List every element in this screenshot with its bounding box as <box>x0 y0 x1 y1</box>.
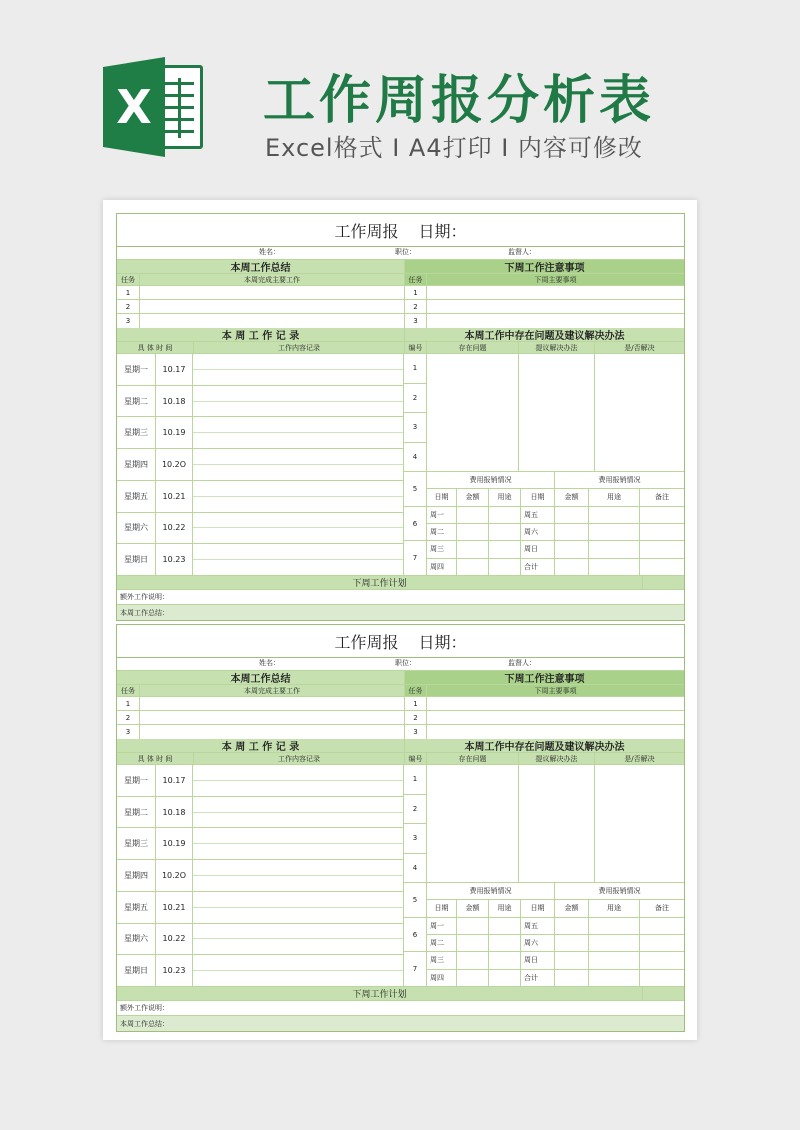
expense-cell[interactable] <box>457 918 489 934</box>
task-cell[interactable] <box>427 725 684 739</box>
issue-num: 4 <box>412 863 418 872</box>
task-row <box>117 725 684 739</box>
time-label: 具 体 时 间 <box>117 342 194 353</box>
solved-label: 是/否解决 <box>595 342 684 353</box>
expense-cell[interactable] <box>589 952 640 968</box>
task-cell[interactable] <box>427 286 684 299</box>
expense-row <box>427 559 684 575</box>
task-cell[interactable] <box>140 314 405 328</box>
date-label: 日期： <box>418 221 467 241</box>
extra-note-label[interactable]: 额外工作说明： <box>120 1004 169 1012</box>
expense-day-label: 周四 <box>427 970 457 986</box>
day-name: 星期日 <box>117 544 156 575</box>
content-label: 工作内容记录 <box>194 342 405 353</box>
task-cell[interactable] <box>140 725 405 739</box>
expense-day-label: 合计 <box>521 970 555 986</box>
task-cell[interactable] <box>140 711 405 724</box>
expense-row <box>427 524 684 541</box>
meta-row <box>117 247 684 260</box>
expense-day-label: 周五 <box>521 918 555 934</box>
day-content-cell[interactable] <box>193 513 403 544</box>
expense-col-header: 备注 <box>655 904 669 913</box>
day-row <box>117 386 403 418</box>
expense-cell[interactable] <box>489 918 521 934</box>
day-date: 10.18 <box>156 386 193 417</box>
day-date: 10.2O <box>156 449 193 480</box>
expense-header: 费用报销情况 <box>427 883 555 899</box>
day-name: 星期三 <box>117 828 156 859</box>
expense-cell[interactable] <box>640 935 684 951</box>
expense-table <box>427 472 684 575</box>
task-row <box>117 300 684 314</box>
expense-header: 费用报销情况 <box>598 476 641 485</box>
day-content-cell[interactable] <box>193 386 403 417</box>
position-label: 职位： <box>395 659 416 667</box>
expense-cell[interactable] <box>589 559 640 575</box>
expense-cell[interactable] <box>555 507 589 523</box>
page-subtitle: Excel格式 I A4打印 I 内容可修改 <box>265 134 643 162</box>
issue-num: 6 <box>404 918 426 953</box>
expense-header: 费用报销情况 <box>427 472 555 488</box>
supervisor-label: 监督人： <box>508 659 536 667</box>
expense-col-header: 金额 <box>555 900 589 916</box>
page-title: 工作周报分析表 <box>263 71 656 131</box>
summary-header: 本周工作总结 <box>117 671 405 684</box>
suggest-label: 提议解决办法 <box>519 342 595 353</box>
expense-cell[interactable] <box>555 952 589 968</box>
task-row <box>117 314 684 328</box>
expense-col-header: 日期 <box>521 489 555 505</box>
day-content-cell[interactable] <box>193 449 403 480</box>
expense-cell[interactable] <box>640 524 684 540</box>
task-label: 任务 <box>405 274 427 285</box>
day-date: 10.17 <box>156 765 193 796</box>
main-work-done-label: 本周完成主要工作 <box>140 685 405 696</box>
num-label: 编号 <box>405 753 427 764</box>
name-label: 姓名： <box>259 659 280 667</box>
expense-col-header: 日期 <box>427 900 457 916</box>
meta-row <box>117 658 684 671</box>
expense-cell[interactable] <box>589 970 640 986</box>
expense-day-label: 周一 <box>427 918 457 934</box>
issue-num: 6 <box>404 507 426 542</box>
expense-cell[interactable] <box>489 935 521 951</box>
expense-col-header: 日期 <box>521 900 555 916</box>
expense-cell[interactable] <box>489 970 521 986</box>
task-row <box>117 286 684 300</box>
day-content-cell[interactable] <box>193 892 403 923</box>
task-num: 1 <box>117 286 140 299</box>
day-content-cell[interactable] <box>193 828 403 859</box>
expense-cell[interactable] <box>489 952 521 968</box>
num-label: 编号 <box>405 342 427 353</box>
expense-day-label: 周四 <box>427 559 457 575</box>
task-label: 任务 <box>117 274 140 285</box>
expense-col-header: 用途 <box>589 900 640 916</box>
task-cell[interactable] <box>427 300 684 313</box>
expense-day-label: 合计 <box>521 559 555 575</box>
expense-cell[interactable] <box>555 970 589 986</box>
expense-cell[interactable] <box>457 524 489 540</box>
day-name: 星期二 <box>117 797 156 828</box>
expense-header: 费用报销情况 <box>598 887 641 896</box>
task-row <box>117 697 684 711</box>
expense-cell[interactable] <box>589 524 640 540</box>
date-label: 日期： <box>418 632 467 652</box>
expense-cell[interactable] <box>640 507 684 523</box>
expense-cell[interactable] <box>489 541 521 557</box>
sheet-title: 工作周报 <box>334 221 399 241</box>
solved-cell[interactable] <box>595 354 684 471</box>
day-content-cell[interactable] <box>193 544 403 575</box>
sheet-title-row <box>117 625 684 658</box>
sheet-title: 工作周报 <box>334 632 399 652</box>
day-date: 10.17 <box>156 354 193 385</box>
extra-note-label[interactable]: 额外工作说明： <box>120 593 169 601</box>
position-label: 职位： <box>395 248 416 256</box>
task-cell[interactable] <box>427 697 684 710</box>
day-row <box>117 924 403 956</box>
record-header: 本 周 工 作 记 录 <box>117 739 405 752</box>
day-row <box>117 860 403 892</box>
day-date: 10.23 <box>156 544 193 575</box>
expense-day-label: 周三 <box>427 952 457 968</box>
sheet-title-row <box>117 214 684 247</box>
expense-cell[interactable] <box>489 507 521 523</box>
expense-cell[interactable] <box>457 559 489 575</box>
expense-cell[interactable] <box>457 952 489 968</box>
excel-logo-icon: X <box>103 57 203 157</box>
name-label: 姓名： <box>259 248 280 256</box>
task-cell[interactable] <box>140 286 405 299</box>
notice-header: 下周工作注意事项 <box>405 671 684 684</box>
day-name: 星期五 <box>117 481 156 512</box>
day-date: 10.22 <box>156 513 193 544</box>
expense-cell[interactable] <box>457 507 489 523</box>
day-row <box>117 417 403 449</box>
day-row <box>117 797 403 829</box>
expense-day-label: 周日 <box>521 952 555 968</box>
expense-cell[interactable] <box>640 918 684 934</box>
expense-day-label: 周二 <box>427 935 457 951</box>
weekly-report-sheet-1 <box>116 213 685 621</box>
issue-num: 3 <box>404 824 426 854</box>
expense-col-header: 日期 <box>427 489 457 505</box>
issues-header: 本周工作中存在问题及建议解决办法 <box>405 739 684 752</box>
task-num: 3 <box>117 314 140 328</box>
expense-cell[interactable] <box>489 524 521 540</box>
day-name: 星期四 <box>117 860 156 891</box>
issue-num: 1 <box>404 354 426 384</box>
task-num: 3 <box>117 725 140 739</box>
expense-cell[interactable] <box>640 559 684 575</box>
day-date: 10.23 <box>156 955 193 986</box>
notice-header: 下周工作注意事项 <box>405 260 684 273</box>
expense-col-header: 金额 <box>555 489 589 505</box>
task-label: 任务 <box>117 685 140 696</box>
issue-num: 2 <box>404 384 426 414</box>
task-cell[interactable] <box>427 711 684 724</box>
problem-label: 存在问题 <box>427 342 519 353</box>
day-content-cell[interactable] <box>193 417 403 448</box>
issue-num: 5 <box>404 472 426 507</box>
weekly-report-sheet-2 <box>116 624 685 1032</box>
expense-col-header: 用途 <box>489 489 521 505</box>
task-num: 1 <box>117 697 140 710</box>
issue-num: 4 <box>412 452 418 461</box>
expense-cell[interactable] <box>555 524 589 540</box>
day-row <box>117 513 403 545</box>
day-name: 星期一 <box>117 765 156 796</box>
day-row <box>117 892 403 924</box>
expense-cell[interactable] <box>640 952 684 968</box>
task-cell[interactable] <box>140 697 405 710</box>
expense-day-label: 周一 <box>427 507 457 523</box>
plan-header: 下周工作计划 <box>117 576 643 589</box>
suggest-label: 提议解决办法 <box>519 753 595 764</box>
day-date: 10.22 <box>156 924 193 955</box>
expense-cell[interactable] <box>555 935 589 951</box>
day-name: 星期六 <box>117 513 156 544</box>
task-cell[interactable] <box>140 300 405 313</box>
day-row <box>117 955 403 986</box>
day-content-cell[interactable] <box>193 955 403 986</box>
task-num: 3 <box>405 725 427 739</box>
day-content-cell[interactable] <box>193 354 403 385</box>
day-content-cell[interactable] <box>193 765 403 796</box>
day-name: 星期一 <box>117 354 156 385</box>
day-name: 星期四 <box>117 449 156 480</box>
expense-cell[interactable] <box>555 559 589 575</box>
day-date: 10.18 <box>156 797 193 828</box>
day-name: 星期二 <box>117 386 156 417</box>
problem-cell[interactable] <box>427 765 519 882</box>
day-row <box>117 765 403 797</box>
expense-day-label: 周二 <box>427 524 457 540</box>
task-num: 1 <box>405 286 427 299</box>
day-row <box>117 544 403 575</box>
supervisor-label: 监督人： <box>508 248 536 256</box>
expense-row <box>427 935 684 952</box>
summary-header: 本周工作总结 <box>117 260 405 273</box>
expense-col-header: 金额 <box>457 489 489 505</box>
task-num: 1 <box>405 697 427 710</box>
task-label: 任务 <box>405 685 427 696</box>
task-num: 2 <box>405 300 427 313</box>
expense-row <box>427 541 684 558</box>
expense-cell[interactable] <box>457 541 489 557</box>
expense-day-label: 周三 <box>427 541 457 557</box>
content-label: 工作内容记录 <box>194 753 405 764</box>
day-content-cell[interactable] <box>193 860 403 891</box>
issue-num: 1 <box>404 765 426 795</box>
suggest-cell[interactable] <box>519 765 595 882</box>
day-name: 星期日 <box>117 955 156 986</box>
next-main-items-label: 下周主要事项 <box>427 685 684 696</box>
next-main-items-label: 下周主要事项 <box>427 274 684 285</box>
expense-day-label: 周六 <box>521 524 555 540</box>
issue-num: 5 <box>404 883 426 918</box>
issue-num: 3 <box>404 413 426 443</box>
expense-day-label: 周六 <box>521 935 555 951</box>
issue-num: 7 <box>412 554 418 563</box>
solved-label: 是/否解决 <box>595 753 684 764</box>
day-row <box>117 354 403 386</box>
expense-cell[interactable] <box>457 935 489 951</box>
solved-cell[interactable] <box>595 765 684 882</box>
time-label: 具 体 时 间 <box>117 753 194 764</box>
issue-num: 7 <box>412 965 418 974</box>
task-row <box>117 711 684 725</box>
day-name: 星期三 <box>117 417 156 448</box>
expense-row <box>427 970 684 986</box>
day-row <box>117 828 403 860</box>
plan-header: 下周工作计划 <box>117 987 643 1000</box>
issue-num: 2 <box>404 795 426 825</box>
expense-cell[interactable] <box>489 559 521 575</box>
expense-day-label: 周日 <box>521 541 555 557</box>
task-num: 2 <box>117 300 140 313</box>
day-row <box>117 481 403 513</box>
hero-banner <box>0 0 800 190</box>
expense-cell[interactable] <box>589 507 640 523</box>
day-content-cell[interactable] <box>193 481 403 512</box>
expense-day-label: 周五 <box>521 507 555 523</box>
expense-col-header: 备注 <box>655 493 669 502</box>
task-num: 2 <box>405 711 427 724</box>
day-content-cell[interactable] <box>193 797 403 828</box>
expense-cell[interactable] <box>555 918 589 934</box>
expense-cell[interactable] <box>555 541 589 557</box>
day-row <box>117 449 403 481</box>
expense-cell[interactable] <box>640 970 684 986</box>
expense-row <box>427 952 684 969</box>
expense-cell[interactable] <box>589 918 640 934</box>
expense-col-header: 用途 <box>489 900 521 916</box>
expense-row <box>427 507 684 524</box>
day-date: 10.21 <box>156 481 193 512</box>
day-content-cell[interactable] <box>193 924 403 955</box>
task-cell[interactable] <box>427 314 684 328</box>
expense-col-header: 用途 <box>589 489 640 505</box>
suggest-cell[interactable] <box>519 354 595 471</box>
expense-cell[interactable] <box>589 935 640 951</box>
week-summary-label[interactable]: 本周工作总结： <box>117 605 684 620</box>
expense-cell[interactable] <box>589 541 640 557</box>
day-date: 10.21 <box>156 892 193 923</box>
problem-label: 存在问题 <box>427 753 519 764</box>
week-summary-label[interactable]: 本周工作总结： <box>117 1016 684 1031</box>
record-header: 本 周 工 作 记 录 <box>117 328 405 341</box>
expense-row <box>427 918 684 935</box>
expense-col-header: 金额 <box>457 900 489 916</box>
expense-cell[interactable] <box>457 970 489 986</box>
expense-table <box>427 883 684 986</box>
expense-cell[interactable] <box>640 541 684 557</box>
day-date: 10.19 <box>156 417 193 448</box>
day-date: 10.2O <box>156 860 193 891</box>
issues-header: 本周工作中存在问题及建议解决办法 <box>405 328 684 341</box>
main-work-done-label: 本周完成主要工作 <box>140 274 405 285</box>
task-num: 2 <box>117 711 140 724</box>
task-num: 3 <box>405 314 427 328</box>
problem-cell[interactable] <box>427 354 519 471</box>
day-date: 10.19 <box>156 828 193 859</box>
day-name: 星期六 <box>117 924 156 955</box>
day-name: 星期五 <box>117 892 156 923</box>
